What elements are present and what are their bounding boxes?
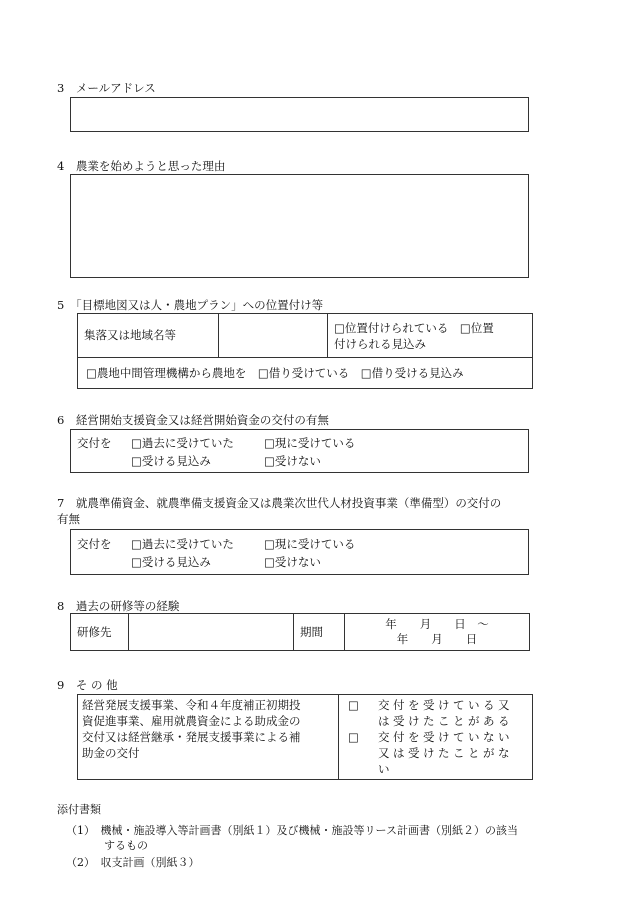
other-description <box>82 697 301 761</box>
plan-position-options-line1[interactable]: □位置付けられている □位置 <box>334 320 494 335</box>
training-table <box>70 613 530 651</box>
prep-fund-option-expected[interactable]: □受ける見込み <box>131 555 211 569</box>
region-name-label: 集落又は地域名等 <box>78 314 219 358</box>
other-checkbox-received[interactable]: □ <box>348 698 359 712</box>
other-checkbox-not-received[interactable]: □ <box>348 730 359 744</box>
reason-field[interactable] <box>70 174 529 278</box>
plan-position-table <box>77 313 533 389</box>
section-3-heading: 3 メールアドレス <box>57 81 156 95</box>
attachments-title: 添付書類 <box>57 803 101 816</box>
email-field[interactable] <box>70 97 529 132</box>
section-6-heading: 6 経営開始支援資金又は経営開始資金の交付の有無 <box>57 413 329 427</box>
other-answer-line: い <box>378 762 393 776</box>
farmland-bank-options[interactable]: □農地中間管理機構から農地を □借り受けている □借り受ける見込み <box>78 358 533 389</box>
section-7-heading-line1: 7 就農準備資金、就農準備支援資金又は農業次世代人材投資事業（準備型）の交付の <box>57 496 502 510</box>
prep-fund-box <box>70 529 529 575</box>
training-period-label: 期間 <box>294 614 345 651</box>
other-answer-line: 交付を受けていない <box>378 730 513 744</box>
start-fund-option-past[interactable]: □過去に受けていた <box>131 436 234 450</box>
other-answers <box>378 697 513 777</box>
training-period-start[interactable]: 年 月 日 〜 <box>385 617 489 631</box>
prep-fund-option-current[interactable]: □現に受けている <box>264 537 356 551</box>
other-desc-line: 経営発展支援事業、令和４年度補正初期投 <box>82 698 301 712</box>
section-9-heading: 9 そ の 他 <box>57 678 118 692</box>
start-fund-prefix: 交付を <box>77 436 112 450</box>
training-dest-label: 研修先 <box>71 614 129 651</box>
other-desc-line: 資促進事業、雇用就農資金による助成金の <box>82 714 301 728</box>
other-answer-line: 交付を受けている又 <box>378 698 513 712</box>
other-box <box>77 694 533 780</box>
section-8-heading: 8 過去の研修等の経験 <box>57 599 180 613</box>
plan-position-options-line2: 付けられる見込み <box>334 336 426 351</box>
attachment-item-1-line1: （1） 機械・施設導入等計画書（別紙１）及び機械・施設等リース計画書（別紙２）の該当 <box>66 824 518 837</box>
section-7-heading-line2: 有無 <box>57 512 80 526</box>
region-name-input[interactable] <box>219 314 328 358</box>
training-period-end[interactable]: 年 月 日 <box>396 632 478 646</box>
section-4-heading: 4 農業を始めようと思った理由 <box>57 159 226 173</box>
prep-fund-prefix: 交付を <box>77 537 112 551</box>
other-divider <box>338 695 339 779</box>
start-fund-option-expected[interactable]: □受ける見込み <box>131 454 211 468</box>
start-fund-box <box>70 429 529 473</box>
prep-fund-option-none[interactable]: □受けない <box>264 555 321 569</box>
other-answer-line: 又は受けたことがな <box>378 746 513 760</box>
start-fund-option-current[interactable]: □現に受けている <box>264 436 356 450</box>
other-answer-line: は受けたことがある <box>378 714 513 728</box>
other-desc-line: 交付又は経営継承・発展支援事業による補 <box>82 730 301 744</box>
attachment-item-1-line2: するもの <box>104 839 148 852</box>
training-dest-input[interactable] <box>129 614 294 651</box>
section-5-heading: 5 「目標地図又は人・農地プラン」への位置付け等 <box>57 298 324 312</box>
start-fund-option-none[interactable]: □受けない <box>264 454 321 468</box>
prep-fund-option-past[interactable]: □過去に受けていた <box>131 537 234 551</box>
other-desc-line: 助金の交付 <box>82 746 140 760</box>
attachment-item-2: （2） 収支計画（別紙３） <box>66 856 200 869</box>
